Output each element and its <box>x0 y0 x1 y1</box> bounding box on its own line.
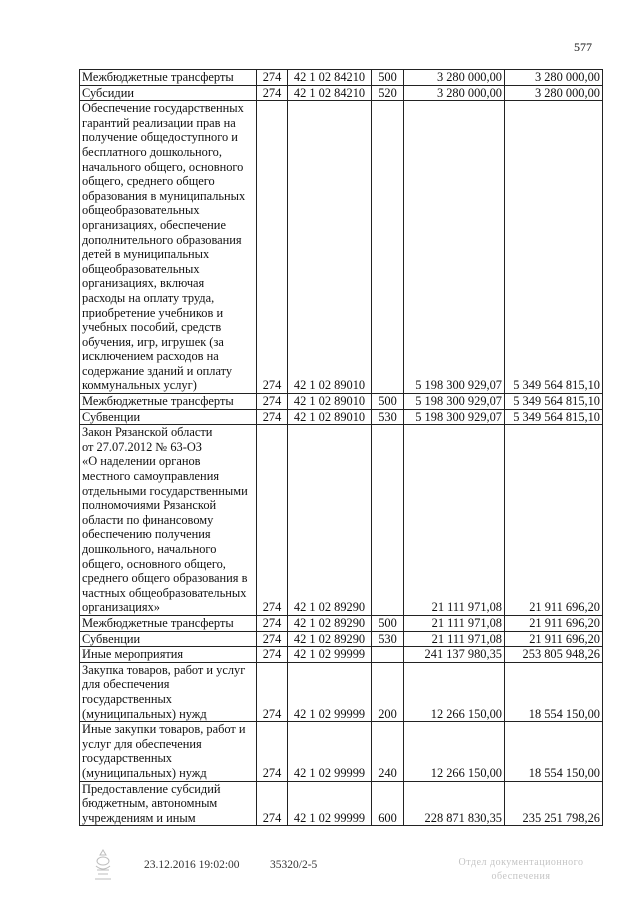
cell-name: Закупка товаров, работ и услуг для обеспечения государственных (муниципальных) нужд <box>80 662 257 721</box>
table-row <box>80 409 603 425</box>
cell-sum-2017: 21 111 971,08 <box>404 425 505 616</box>
table-row <box>80 85 603 101</box>
cell-code: 42 1 02 99999 <box>288 647 372 663</box>
table-row <box>80 70 603 86</box>
table-row <box>80 615 603 631</box>
cell-ministry: 274 <box>257 615 288 631</box>
cell-kind <box>372 647 404 663</box>
cell-code: 42 1 02 84210 <box>288 70 372 86</box>
cell-name: Субвенции <box>80 631 257 647</box>
table-row <box>80 662 603 721</box>
cell-kind: 500 <box>372 394 404 410</box>
cell-kind: 200 <box>372 662 404 721</box>
cell-ministry: 274 <box>257 85 288 101</box>
table-row <box>80 722 603 781</box>
cell-name: Межбюджетные трансферты <box>80 70 257 86</box>
cell-kind: 520 <box>372 85 404 101</box>
cell-sum-2017: 12 266 150,00 <box>404 662 505 721</box>
cell-code: 42 1 02 84210 <box>288 85 372 101</box>
cell-sum-2018: 3 280 000,00 <box>505 85 603 101</box>
table-row <box>80 631 603 647</box>
cell-sum-2017: 21 111 971,08 <box>404 615 505 631</box>
cell-kind: 500 <box>372 615 404 631</box>
cell-ministry: 274 <box>257 70 288 86</box>
stamp-line-1: Отдел документационного <box>458 857 584 868</box>
cell-name: Субвенции <box>80 409 257 425</box>
cell-sum-2017: 3 280 000,00 <box>404 70 505 86</box>
cell-name: Предоставление субсидий бюджетным, автономным учреждениям и иным <box>80 781 257 826</box>
cell-sum-2018: 5 349 564 815,10 <box>505 101 603 394</box>
cell-kind: 500 <box>372 70 404 86</box>
cell-kind: 600 <box>372 781 404 826</box>
table-row <box>80 394 603 410</box>
cell-name: Межбюджетные трансферты <box>80 394 257 410</box>
crest-logo-icon <box>92 848 114 882</box>
cell-sum-2018: 5 349 564 815,10 <box>505 394 603 410</box>
cell-sum-2018: 21 911 696,20 <box>505 425 603 616</box>
table-row <box>80 425 603 616</box>
footer-document-code: 35320/2-5 <box>270 859 318 871</box>
cell-sum-2018: 21 911 696,20 <box>505 615 603 631</box>
cell-sum-2018: 3 280 000,00 <box>505 70 603 86</box>
cell-sum-2017: 21 111 971,08 <box>404 631 505 647</box>
cell-sum-2018: 253 805 948,26 <box>505 647 603 663</box>
cell-sum-2017: 228 871 830,35 <box>404 781 505 826</box>
cell-name: Иные закупки товаров, работ и услуг для обеспечения государственных (муниципальных) нужд <box>80 722 257 781</box>
cell-ministry: 274 <box>257 662 288 721</box>
cell-ministry: 274 <box>257 781 288 826</box>
cell-code: 42 1 02 89290 <box>288 615 372 631</box>
cell-ministry: 274 <box>257 409 288 425</box>
cell-code: 42 1 02 99999 <box>288 722 372 781</box>
cell-kind: 530 <box>372 631 404 647</box>
cell-name: Иные мероприятия <box>80 647 257 663</box>
page-number: 577 <box>574 40 592 54</box>
footer-date: 23.12.2016 19:02:00 <box>144 859 240 871</box>
cell-code: 42 1 02 89010 <box>288 394 372 410</box>
cell-ministry: 274 <box>257 722 288 781</box>
cell-sum-2018: 235 251 798,26 <box>505 781 603 826</box>
cell-sum-2017: 12 266 150,00 <box>404 722 505 781</box>
cell-sum-2017: 5 198 300 929,07 <box>404 394 505 410</box>
cell-code: 42 1 02 99999 <box>288 781 372 826</box>
budget-table <box>79 69 603 826</box>
cell-sum-2017: 3 280 000,00 <box>404 85 505 101</box>
cell-sum-2017: 5 198 300 929,07 <box>404 101 505 394</box>
cell-kind <box>372 101 404 394</box>
cell-name: Межбюджетные трансферты <box>80 615 257 631</box>
cell-code: 42 1 02 89290 <box>288 631 372 647</box>
cell-code: 42 1 02 89290 <box>288 425 372 616</box>
department-stamp <box>446 856 596 884</box>
table-row <box>80 101 603 394</box>
cell-sum-2017: 5 198 300 929,07 <box>404 409 505 425</box>
cell-sum-2018: 5 349 564 815,10 <box>505 409 603 425</box>
cell-name: Обеспечение государственных гарантий реализации прав на получение общедоступного и бесплатного дошкольного, начального общего, основного общего, среднего общего образования в муниципальных общеобразовательных организациях, обеспечение дополнительного образования детей в муниципальных общеобразовательных организациях, включая расходы на оплату труда, приобретение учебников и учебных пособий, средств обучения, игр, игрушек (за исключением расходов на содержание зданий и оплату коммунальных услуг) <box>80 101 257 394</box>
cell-ministry: 274 <box>257 631 288 647</box>
cell-name: Закон Рязанской области от 27.07.2012 № 63-ОЗ «О наделении органов местного самоуправления отдельными государственными полномочиями Рязанской области по финансовому обеспечению получения дошкольного, начального общего, основного общего, среднего общего образования в частных общеобразовательных организациях» <box>80 425 257 616</box>
cell-sum-2018: 18 554 150,00 <box>505 722 603 781</box>
cell-code: 42 1 02 89010 <box>288 409 372 425</box>
cell-code: 42 1 02 99999 <box>288 662 372 721</box>
stamp-line-2: обеспечения <box>491 871 551 882</box>
table-row <box>80 781 603 826</box>
cell-sum-2018: 21 911 696,20 <box>505 631 603 647</box>
cell-ministry: 274 <box>257 394 288 410</box>
cell-sum-2017: 241 137 980,35 <box>404 647 505 663</box>
cell-name: Субсидии <box>80 85 257 101</box>
cell-code: 42 1 02 89010 <box>288 101 372 394</box>
cell-ministry: 274 <box>257 101 288 394</box>
cell-ministry: 274 <box>257 425 288 616</box>
table-row <box>80 647 603 663</box>
cell-kind <box>372 425 404 616</box>
cell-ministry: 274 <box>257 647 288 663</box>
cell-sum-2018: 18 554 150,00 <box>505 662 603 721</box>
cell-kind: 530 <box>372 409 404 425</box>
cell-kind: 240 <box>372 722 404 781</box>
